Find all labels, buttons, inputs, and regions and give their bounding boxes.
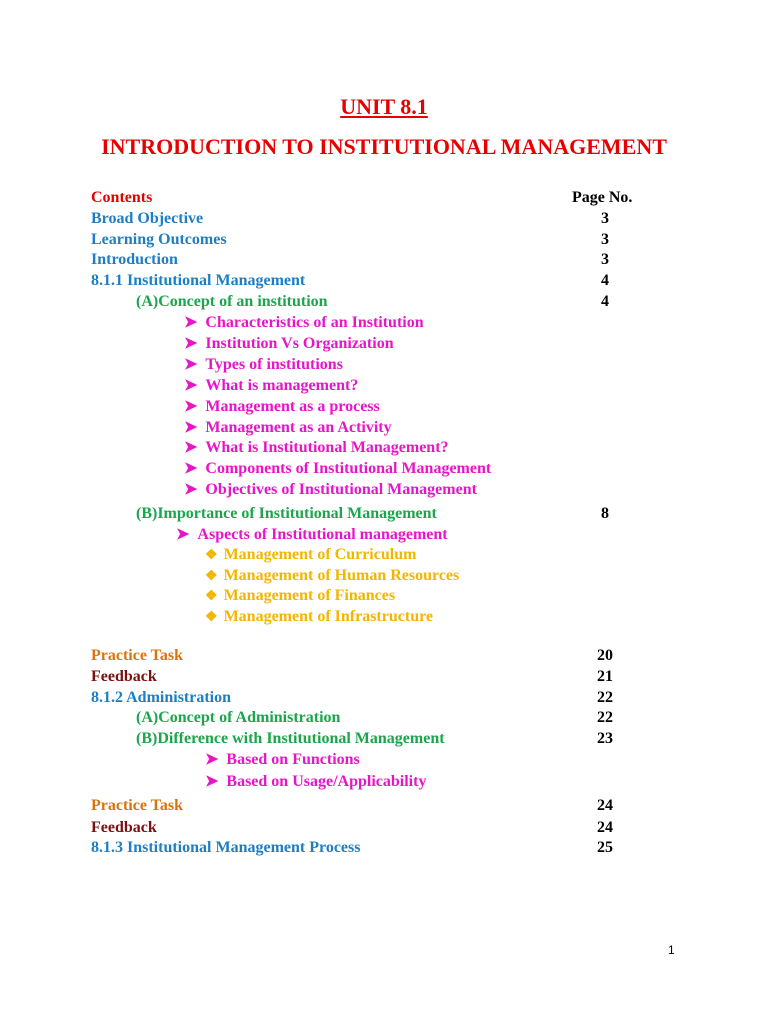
toc-subitem-text: Objectives of Institutional Management (205, 481, 477, 498)
toc-subitem (184, 376, 358, 396)
toc-page: 8 (601, 505, 609, 522)
toc-subitem-text: Types of institutions (205, 356, 343, 373)
toc-page: 3 (601, 231, 609, 248)
toc-subitem-text: Based on Usage/Applicability (226, 773, 427, 790)
toc-subitem-text: Aspects of Institutional management (197, 526, 448, 543)
toc-page: 3 (601, 210, 609, 227)
toc-page: 4 (601, 272, 609, 289)
diamond-bullet-icon: ❖ (205, 610, 218, 625)
toc-item: 8.1.2 Administration (91, 689, 232, 706)
toc-page: 23 (597, 730, 613, 747)
arrow-bullet-icon: ➤ (184, 481, 198, 498)
toc-item: Learning Outcomes (91, 231, 227, 248)
toc-subsubitem (205, 566, 459, 587)
footer-page-number: 1 (668, 943, 675, 957)
toc-subsubitem-text: Management of Human Resources (223, 567, 460, 584)
toc-subitem (184, 397, 380, 417)
toc-subsubitem-text: Management of Curriculum (223, 546, 417, 563)
toc-page: 22 (597, 709, 613, 726)
arrow-bullet-icon: ➤ (184, 398, 198, 415)
toc-subitem (184, 355, 343, 375)
arrow-bullet-icon: ➤ (184, 377, 198, 394)
toc-subsubitem-text: Management of Infrastructure (223, 608, 433, 625)
toc-subitem-text: What is Institutional Management? (205, 439, 449, 456)
toc-subitem-text: Management as an Activity (205, 419, 392, 436)
arrow-bullet-icon: ➤ (184, 314, 198, 331)
toc-item: 8.1.3 Institutional Management Process (91, 839, 361, 856)
toc-item: 8.1.1 Institutional Management (91, 272, 306, 289)
toc-page: 21 (597, 668, 613, 685)
toc-subitem-text: Management as a process (205, 398, 380, 415)
toc-item: (A)Concept of Administration (136, 709, 341, 726)
arrow-bullet-icon: ➤ (184, 439, 198, 456)
toc-page: 24 (597, 819, 613, 836)
toc-subitem-text: Institution Vs Organization (205, 335, 394, 352)
toc-subsubitem (205, 607, 433, 628)
toc-subsubitem (205, 545, 416, 566)
arrow-bullet-icon: ➤ (184, 356, 198, 373)
arrow-bullet-icon: ➤ (184, 335, 198, 352)
toc-item: Practice Task (91, 797, 183, 814)
toc-page: 20 (597, 647, 613, 664)
page-no-label: Page No. (572, 189, 633, 206)
toc-subitem (176, 525, 448, 545)
toc-page: 4 (601, 293, 609, 310)
arrow-bullet-icon: ➤ (205, 751, 219, 768)
toc-page: 24 (597, 797, 613, 814)
toc-page: 25 (597, 839, 613, 856)
toc-item: Practice Task (91, 647, 183, 664)
toc-subitem-text: Components of Institutional Management (205, 460, 492, 477)
arrow-bullet-icon: ➤ (184, 460, 198, 477)
toc-subitem (184, 480, 477, 500)
toc-subitem-text: Based on Functions (226, 751, 360, 768)
toc-item: Introduction (91, 251, 178, 268)
contents-label: Contents (91, 189, 153, 206)
toc-subitem-text: Characteristics of an Institution (205, 314, 424, 331)
toc-subitem (184, 334, 394, 354)
toc-item: (A)Concept of an institution (136, 293, 328, 310)
diamond-bullet-icon: ❖ (205, 589, 218, 604)
diamond-bullet-icon: ❖ (205, 569, 218, 584)
toc-subitem (205, 772, 426, 792)
toc-subitem-text: What is management? (205, 377, 359, 394)
toc-subitem (184, 438, 449, 458)
toc-subitem (184, 459, 491, 479)
toc-item: Feedback (91, 819, 157, 836)
toc-subitem (184, 418, 392, 438)
toc-subitem (205, 750, 360, 770)
arrow-bullet-icon: ➤ (184, 419, 198, 436)
toc-subitem (184, 313, 424, 333)
toc-subsubitem (205, 586, 395, 607)
toc-page: 3 (601, 251, 609, 268)
arrow-bullet-icon: ➤ (205, 773, 219, 790)
page-title: INTRODUCTION TO INSTITUTIONAL MANAGEMENT (101, 134, 667, 159)
toc-page: 22 (597, 689, 613, 706)
toc-item: Feedback (91, 668, 157, 685)
toc-item: (B)Difference with Institutional Management (136, 730, 445, 747)
toc-item: Broad Objective (91, 210, 204, 227)
diamond-bullet-icon: ❖ (205, 548, 218, 563)
toc-item: (B)Importance of Institutional Management (136, 505, 437, 522)
toc-subsubitem-text: Management of Finances (223, 587, 396, 604)
arrow-bullet-icon: ➤ (176, 526, 190, 543)
unit-heading: UNIT 8.1 (340, 94, 428, 119)
